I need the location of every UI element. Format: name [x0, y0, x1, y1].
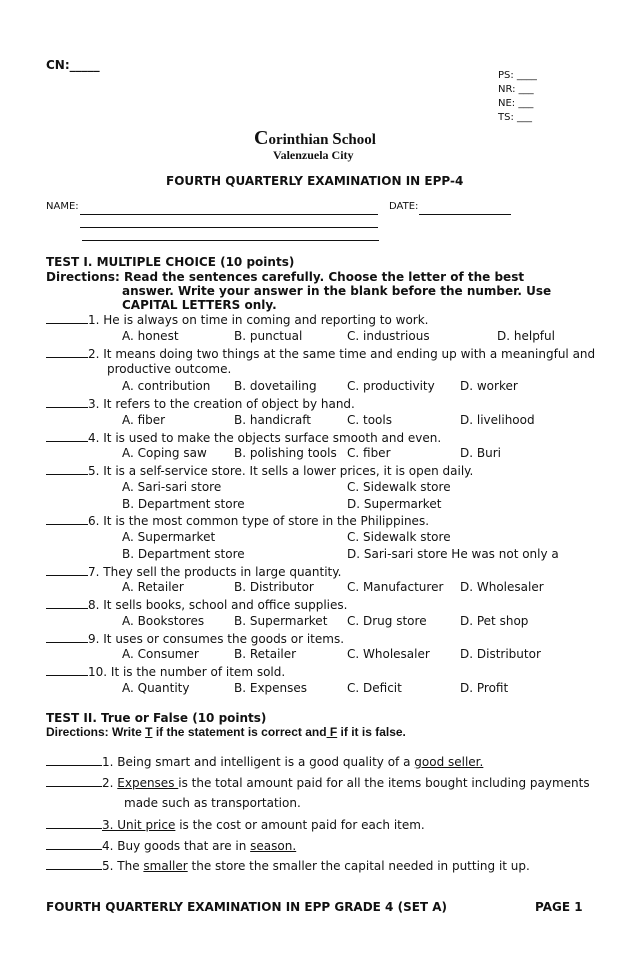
q1-option-c: C. industrious: [347, 329, 430, 343]
q8-option-c: C. Drug store: [347, 614, 427, 628]
q5-option-a: A. Sari-sari store: [122, 480, 222, 494]
q7-option-b: B. Distributor: [234, 580, 314, 594]
page-number: PAGE 1: [535, 900, 583, 914]
q1-option-a: A. honest: [122, 329, 179, 343]
tf-blank-5[interactable]: [46, 858, 102, 870]
q7-option-d: D. Wholesaler: [460, 580, 544, 594]
tf-item-4: 4. Buy goods that are in season.: [46, 838, 296, 853]
score-ne: NE: ___: [498, 98, 534, 109]
cn-label: CN:_____: [46, 58, 100, 72]
question-4: 4. It is used to make the objects surface smooth and even.: [46, 430, 441, 445]
tf-blank-4[interactable]: [46, 838, 102, 850]
q7-option-c: C. Manufacturer: [347, 580, 444, 594]
question-2-cont: productive outcome.: [107, 362, 232, 376]
name-line-3: [82, 240, 379, 241]
score-ts: TS: ___: [498, 112, 533, 123]
tf-blank-2[interactable]: [46, 775, 102, 787]
q8-option-a: A. Bookstores: [122, 614, 205, 628]
q8-option-b: B. Supermarket: [234, 614, 328, 628]
question-7: 7. They sell the products in large quantity.: [46, 564, 341, 579]
name-label: NAME:: [46, 201, 79, 212]
q2-option-a: A. contribution: [122, 379, 211, 393]
test1-directions-3: CAPITAL LETTERS only.: [122, 298, 277, 312]
footer-title: FOURTH QUARTERLY EXAMINATION IN EPP GRADE 4 (SET A): [46, 900, 448, 914]
answer-blank-2[interactable]: [46, 346, 88, 358]
question-5: 5. It is a self-service store. It sells a lower prices, it is open daily.: [46, 463, 473, 478]
q3-option-d: D. livelihood: [460, 413, 535, 427]
q4-option-a: A. Coping saw: [122, 446, 207, 460]
q6-option-b: B. Department store: [122, 547, 245, 561]
q10-option-a: A. Quantity: [122, 681, 190, 695]
test1-directions-2: answer. Write your answer in the blank before the number. Use: [122, 284, 552, 298]
q3-option-c: C. tools: [347, 413, 392, 427]
answer-blank-10[interactable]: [46, 664, 88, 676]
answer-blank-3[interactable]: [46, 396, 88, 408]
score-nr: NR: ___: [498, 84, 534, 95]
q5-option-d: D. Supermarket: [347, 497, 442, 511]
q4-option-c: C. fiber: [347, 446, 391, 460]
q10-option-d: D. Profit: [460, 681, 509, 695]
q4-option-d: D. Buri: [460, 446, 501, 460]
q6-option-d: D. Sari-sari store He was not only a: [347, 547, 559, 561]
exam-title: FOURTH QUARTERLY EXAMINATION IN EPP-4: [166, 174, 464, 188]
question-10: 10. It is the number of item sold.: [46, 664, 285, 679]
test2-title: TEST II. True or False (10 points): [46, 711, 267, 725]
q2-option-b: B. dovetailing: [234, 379, 317, 393]
question-2: 2. It means doing two things at the same time and ending up with a meaningful and: [46, 346, 595, 361]
test1-directions-1: Directions: Read the sentences carefully. Choose the letter of the best: [46, 270, 525, 284]
score-ps: PS: ____: [498, 70, 537, 81]
city: Valenzuela City: [273, 148, 354, 162]
q6-option-c: C. Sidewalk store: [347, 530, 451, 544]
tf-item-2: 2. Expenses is the total amount paid for all the items bought including payments: [46, 775, 590, 790]
name-line: [80, 214, 378, 215]
question-9: 9. It uses or consumes the goods or items.: [46, 631, 344, 646]
tf-item-1: 1. Being smart and intelligent is a good quality of a good seller.: [46, 754, 483, 769]
q4-option-b: B. polishing tools: [234, 446, 337, 460]
test2-directions: Directions: Write T if the statement is correct and F if it is false.: [46, 725, 406, 739]
answer-blank-8[interactable]: [46, 597, 88, 609]
q7-option-a: A. Retailer: [122, 580, 184, 594]
tf-item-3: 3. Unit price is the cost or amount paid for each item.: [46, 817, 425, 832]
date-line: [419, 214, 511, 215]
question-1: 1. He is always on time in coming and reporting to work.: [46, 312, 428, 327]
q8-option-d: D. Pet shop: [460, 614, 529, 628]
q3-option-b: B. handicraft: [234, 413, 311, 427]
tf-blank-1[interactable]: [46, 754, 102, 766]
q5-option-b: B. Department store: [122, 497, 245, 511]
q9-option-d: D. Distributor: [460, 647, 541, 661]
q9-option-c: C. Wholesaler: [347, 647, 430, 661]
answer-blank-6[interactable]: [46, 513, 88, 525]
question-8: 8. It sells books, school and office supplies.: [46, 597, 347, 612]
tf-item-2-cont: made such as transportation.: [124, 796, 301, 810]
q1-option-d: D. helpful: [497, 329, 555, 343]
q2-option-d: D. worker: [460, 379, 518, 393]
answer-blank-9[interactable]: [46, 631, 88, 643]
q2-option-c: C. productivity: [347, 379, 435, 393]
question-3: 3. It refers to the creation of object by hand.: [46, 396, 355, 411]
q9-option-a: A. Consumer: [122, 647, 199, 661]
q9-option-b: B. Retailer: [234, 647, 297, 661]
q10-option-c: C. Deficit: [347, 681, 402, 695]
answer-blank-5[interactable]: [46, 463, 88, 475]
tf-item-5: 5. The smaller the store the smaller the capital needed in putting it up.: [46, 858, 530, 873]
answer-blank-1[interactable]: [46, 312, 88, 324]
q3-option-a: A. fiber: [122, 413, 166, 427]
answer-blank-7[interactable]: [46, 564, 88, 576]
school-name: Corinthian School: [254, 127, 376, 149]
tf-blank-3[interactable]: [46, 817, 102, 829]
name-line-2: [80, 227, 378, 228]
answer-blank-4[interactable]: [46, 430, 88, 442]
question-6: 6. It is the most common type of store in the Philippines.: [46, 513, 429, 528]
q1-option-b: B. punctual: [234, 329, 303, 343]
q5-option-c: C. Sidewalk store: [347, 480, 451, 494]
date-label: DATE:: [389, 201, 419, 212]
test1-title: TEST I. MULTIPLE CHOICE (10 points): [46, 255, 295, 269]
q6-option-a: A. Supermarket: [122, 530, 216, 544]
q10-option-b: B. Expenses: [234, 681, 308, 695]
